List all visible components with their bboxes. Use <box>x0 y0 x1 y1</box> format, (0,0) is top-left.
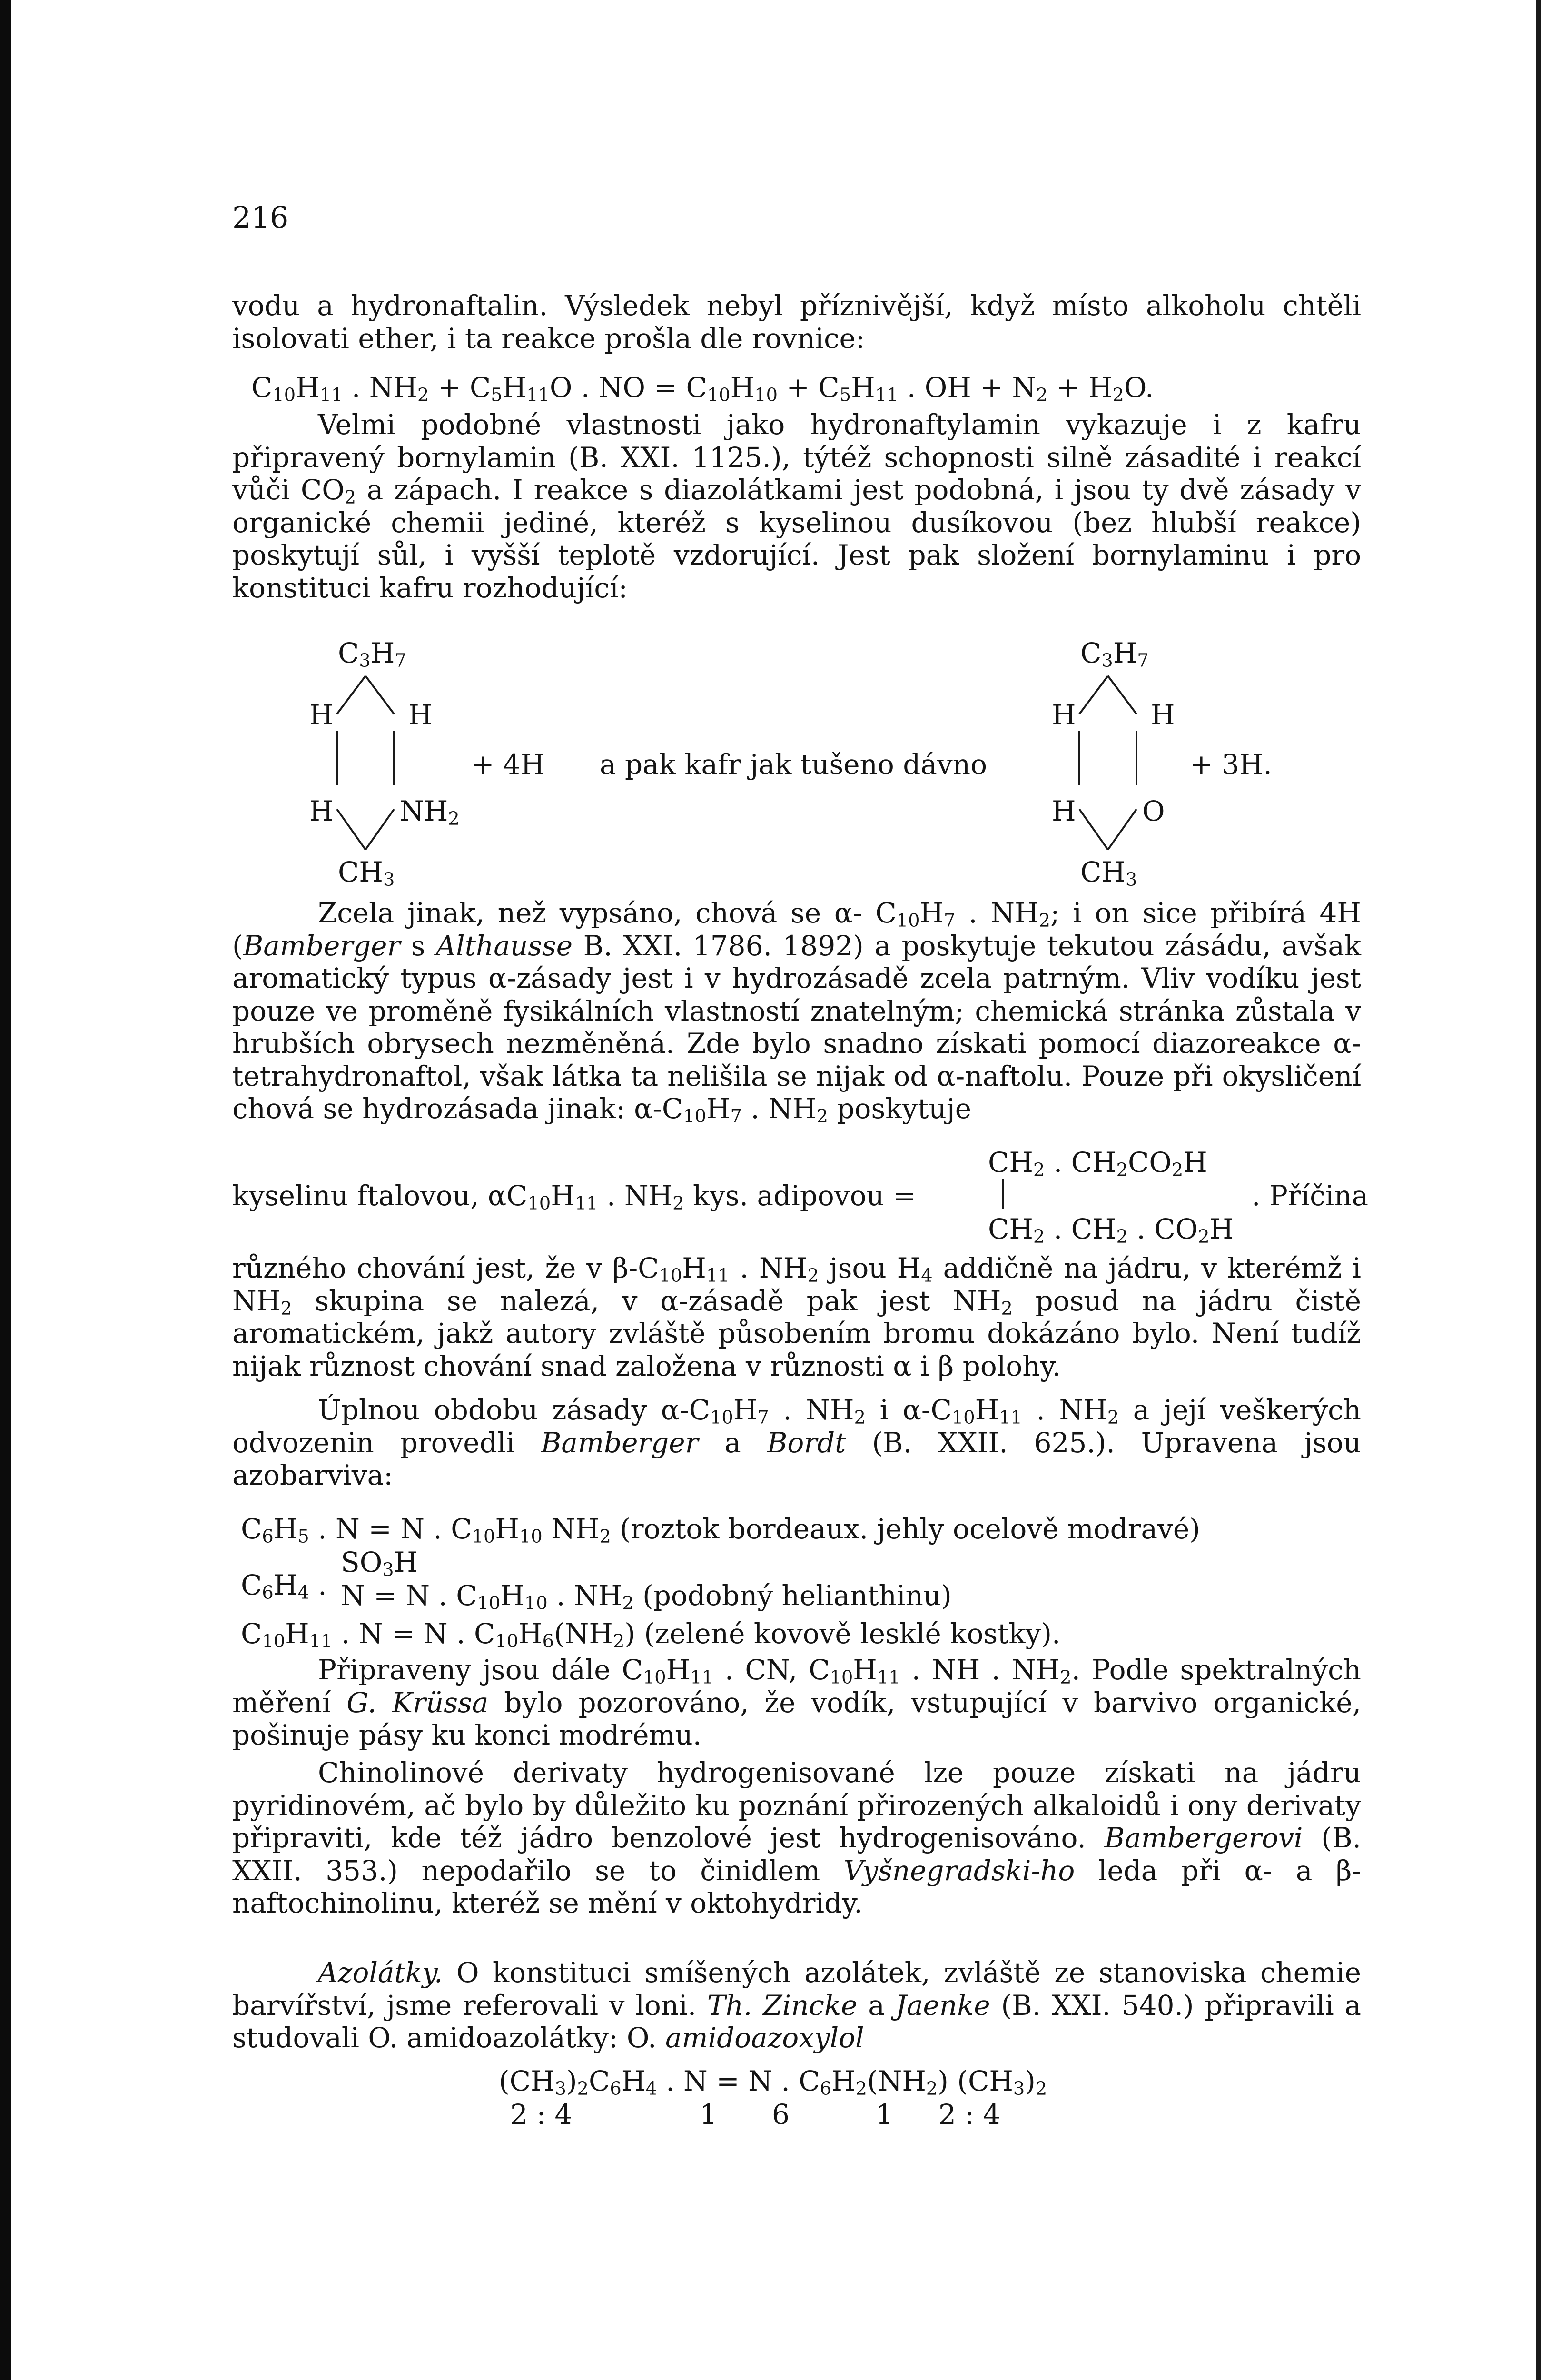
paragraph-4: různého chování jest, že v $\beta-C_{10}H_{11}$ . $NH_2$ jsou $H_4$ addičně na jádru, v kterémž i $NH_2$ skupina se nalezá, v α-zásadě pak jest $NH_2$ posud na jádru čistě aromatickém, jakž autory zvláště působením bromu dokázáno bylo. Není tudíž nijak různost chování snad založena v různosti α i β polohy. <box>232 1252 1361 1382</box>
adipic-left-text: kyselinu ftalovou, $\alpha C_{10}H_{11}$ . $NH_2$ kys. adipovou = <box>232 1180 916 1214</box>
formula-amidoazoxylol: $(CH_3)_2C_6H_4$ . N = N . $C_6H_2(NH_2)$ $(CH_3)_2$ <box>499 2065 1047 2100</box>
ring-left-bottom-label: $CH_3$ <box>338 856 395 891</box>
adipic-bond-line <box>1002 1179 1004 1209</box>
page-number: 216 <box>232 200 289 235</box>
paragraph-6: Připraveny jsou dále $C_{10}H_{11}$ . CN, $C_{10}H_{11}$ . NH . $NH_2$. Podle spektralných měření G. Krüssa bylo pozorováno, že vodík, vstupující v barvivo organické, pošinuje pásy ku konci modrému. <box>232 1654 1362 1751</box>
book-page <box>232 0 1369 2380</box>
position-2-4-right: 2 : 4 <box>938 2098 1001 2131</box>
plus-4h: + 4H <box>471 748 545 781</box>
ring-right-oxygen: O <box>1142 795 1165 827</box>
formula-azo-2-sulfo: $SO_3H$ <box>341 1546 418 1581</box>
formula-azo-2-prefix: $C_6H_4$ . <box>241 1569 327 1604</box>
ring-right-h-top-left: H <box>1052 699 1076 731</box>
paragraph-1: vodu a hydronaftalin. Výsledek nebyl příznivější, když místo alkoholu chtěli isolovati ether, i ta reakce prošla dle rovnice: <box>232 289 1361 355</box>
ring-right-h-top-right: H <box>1151 699 1175 731</box>
ring-left-h-bottom-left: H <box>309 795 334 827</box>
scan-edge-right <box>1536 0 1541 2380</box>
position-1-a: 1 <box>700 2098 717 2131</box>
ring-left-nh2: $NH_2$ <box>400 795 460 830</box>
ring-right-top-label: $C_3H_7$ <box>1080 637 1149 672</box>
ring-left-bonds <box>318 666 442 866</box>
position-2-4-left: 2 : 4 <box>510 2098 573 2131</box>
paragraph-7: Chinolinové derivaty hydrogenisované lze pouze získati na jádru pyridinovém, ač bylo by důležito ku poznání přirozených alkaloidů i ony derivaty připraviti, kde též jádro benzolové jest hydrogenisováno. Bambergerovi (B. XXII. 353.) nepodařilo se to činidlem Vyšnegradski-ho leda při α- a β-naftochinolinu, kteréž se mění v oktohydridy. <box>232 1756 1361 1919</box>
formula-azo-2-main: N = N . $C_{10}H_{10}$ . $NH_2$ (podobný helianthinu) <box>341 1579 952 1614</box>
paragraph-5: Úplnou obdobu zásady $\alpha-C_{10}H_7$ . $NH_2$ i $\alpha-C_{10}H_{11}$ . $NH_2$ a její veškerých odvozenin provedli Bamberger a Bordt (B. XXII. 625.). Upravena jsou azobarviva: <box>232 1394 1362 1491</box>
ring-right-bonds <box>1060 666 1184 866</box>
plus-3h: + 3H. <box>1190 748 1272 781</box>
paragraph-3: Zcela jinak, než vypsáno, chová se α- $C_{10}H_7$ . $NH_2$; i on sice přibírá 4H (Bamberger s Althausse B. XXI. 1786. 1892) a poskytuje tekutou zásádu, avšak aromatický typus α-zásady jest i v hydrozásadě zcela patrným. Vliv vodíku jest pouze ve proměně fysikálních vlastností znatelným; chemická stránka zůstala v hrubších obrysech nezměněná. Zde bylo snadno získati pomocí diazoreakce α-tetrahydronaftol, však látka ta nelišila se nijak od α-naftolu. Pouze při okysličení chová se hydrozásada jinak: $\alpha-C_{10}H_7$ . $NH_2$ poskytuje <box>232 897 1361 1127</box>
paragraph-2: Velmi podobné vlastnosti jako hydronaftylamin vykazuje i z kafru připravený bornylamin (B. XXI. 1125.), týtéž schopnosti silně zásadité i reakcí vůči $CO_2$ a zápach. I reakce s diazolátkami jest podobná, i jsou ty dvě zásady v organické chemii jediné, kteréž s kyselinou dusíkovou (bez hlubší reakce) poskytují sůl, i vyšší teplotě vzdorující. Jest pak složení bornylaminu i pro konstituci kafru rozhodující: <box>232 408 1361 604</box>
adipic-bottom-line: $CH_2$ . $CH_2$ . $CO_2H$ <box>988 1213 1234 1248</box>
equation-reaction: $C_{10}H_{11}$ . $NH_2 + C_5H_{11}O$ . NO = $C_{10}H_{10} + C_5H_{11}$ . OH + $N_2 + H_2O$. <box>251 371 1154 406</box>
ring-left-top-label: $C_3H_7$ <box>338 637 406 672</box>
ring-right-bottom-label: $CH_3$ <box>1080 856 1137 891</box>
ring-left-h-top-right: H <box>408 699 433 731</box>
formula-azo-1: $C_6H_5$ . N = N . $C_{10}H_{10}$ $NH_2$ (roztok bordeaux. jehly ocelově modravé) <box>241 1513 1200 1547</box>
formula-azo-3: $C_{10}H_{11}$ . N = N . $C_{10}H_6(NH_2)$ (zelené kovově lesklé kostky). <box>241 1617 1061 1652</box>
position-1-b: 1 <box>876 2098 893 2131</box>
adipic-right-text: . Příčina <box>1252 1180 1369 1212</box>
scan-edge-left <box>0 0 11 2380</box>
paragraph-8: Azolátky. O konstituci smíšených azolátek, zvláště ze stanoviska chemie barvířství, jsme referovali v loni. Th. Zincke a Jaenke (B. XXI. 540.) připravili a studovali O. amidoazolátky: O. amidoazoxylol <box>232 1956 1362 2054</box>
ring-left-h-top-left: H <box>309 699 334 731</box>
position-6: 6 <box>772 2098 790 2131</box>
ring-right-h-bottom-left: H <box>1052 795 1076 827</box>
adipic-top-line: $CH_2$ . $CH_2CO_2H$ <box>988 1146 1207 1181</box>
diagram-caption: a pak kafr jak tušeno dávno <box>600 748 988 781</box>
